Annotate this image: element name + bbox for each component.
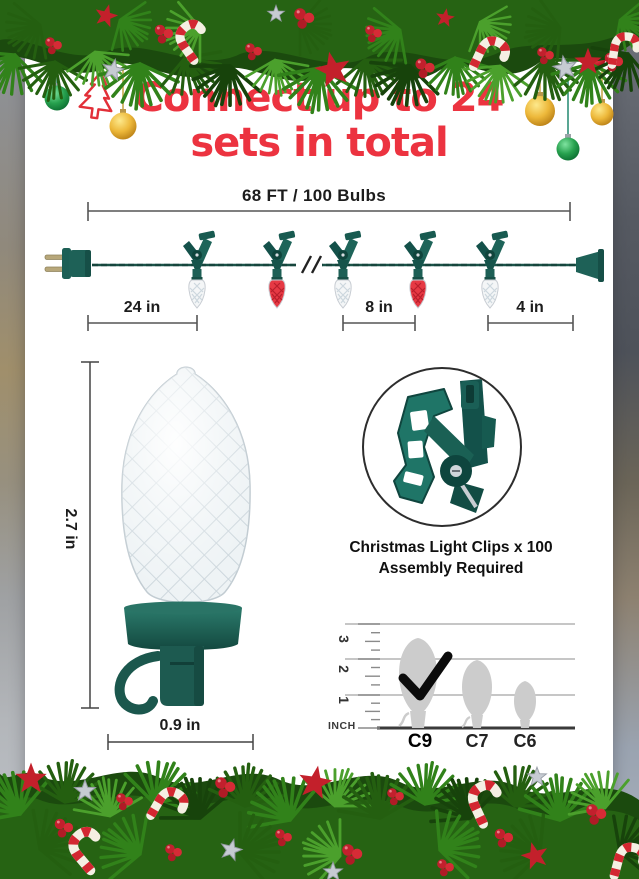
ruler-ticks: [358, 624, 380, 728]
plug-icon: [45, 248, 91, 279]
gold-ball-ornament: [591, 99, 614, 126]
clip-caption-line-2: Assembly Required: [378, 560, 524, 577]
clip-light-4: [404, 230, 436, 308]
c9-bulb-large: [122, 367, 250, 602]
unit-label: INCH: [328, 720, 356, 732]
bulb-silhouettes: [399, 638, 536, 728]
bulb-detail-figure: [0, 350, 330, 770]
bulb-height-label: 2.7 in: [62, 508, 79, 550]
ruler-number-1: 1: [336, 696, 352, 704]
title-line-1: up 24: [324, 75, 504, 121]
clip-light-3: [329, 230, 361, 308]
height-dimension-line: [81, 362, 99, 708]
spacing-brackets: [88, 315, 573, 331]
clip-hook: [120, 656, 158, 710]
title-line-2: sets in total: [190, 120, 448, 166]
gold-ball-ornament: [110, 109, 137, 140]
wire-break: [296, 256, 322, 273]
size-label-c9: C9: [407, 731, 433, 752]
clip-caption: [330, 537, 572, 579]
light-clip-icon: [364, 369, 520, 525]
ruler-number-3: 3: [336, 635, 352, 643]
clip-caption-line-1: Christmas Light Clips x 100: [349, 539, 553, 556]
size-label-c7: C7: [465, 731, 489, 751]
socket-icon: [576, 249, 604, 282]
bulb-spacing-label: 8 in: [365, 299, 393, 316]
bulb-clip-base: [120, 602, 242, 710]
lead-spacing-label: 24 in: [123, 299, 161, 316]
total-length-label: 68 FT / 100 Bulbs: [242, 186, 386, 205]
ruler-number-2: 2: [336, 665, 352, 673]
c6-silhouette: [514, 681, 536, 728]
bulb-width-label: 0.9 in: [159, 717, 201, 734]
clip-detail-circle: [362, 367, 522, 527]
clip-light-5: [476, 230, 508, 308]
end-spacing-label: 4 in: [516, 299, 544, 316]
clip-light-1: [183, 230, 215, 308]
c7-silhouette: [462, 660, 492, 728]
clip-light-2: [263, 230, 295, 308]
width-dimension-line: [108, 734, 253, 750]
green-ball-ornament: [557, 134, 580, 161]
gold-ball-ornament: [525, 92, 555, 126]
garland-bottom: [0, 754, 639, 879]
size-label-c6: C6: [513, 731, 537, 751]
garland-top: [0, 0, 639, 175]
